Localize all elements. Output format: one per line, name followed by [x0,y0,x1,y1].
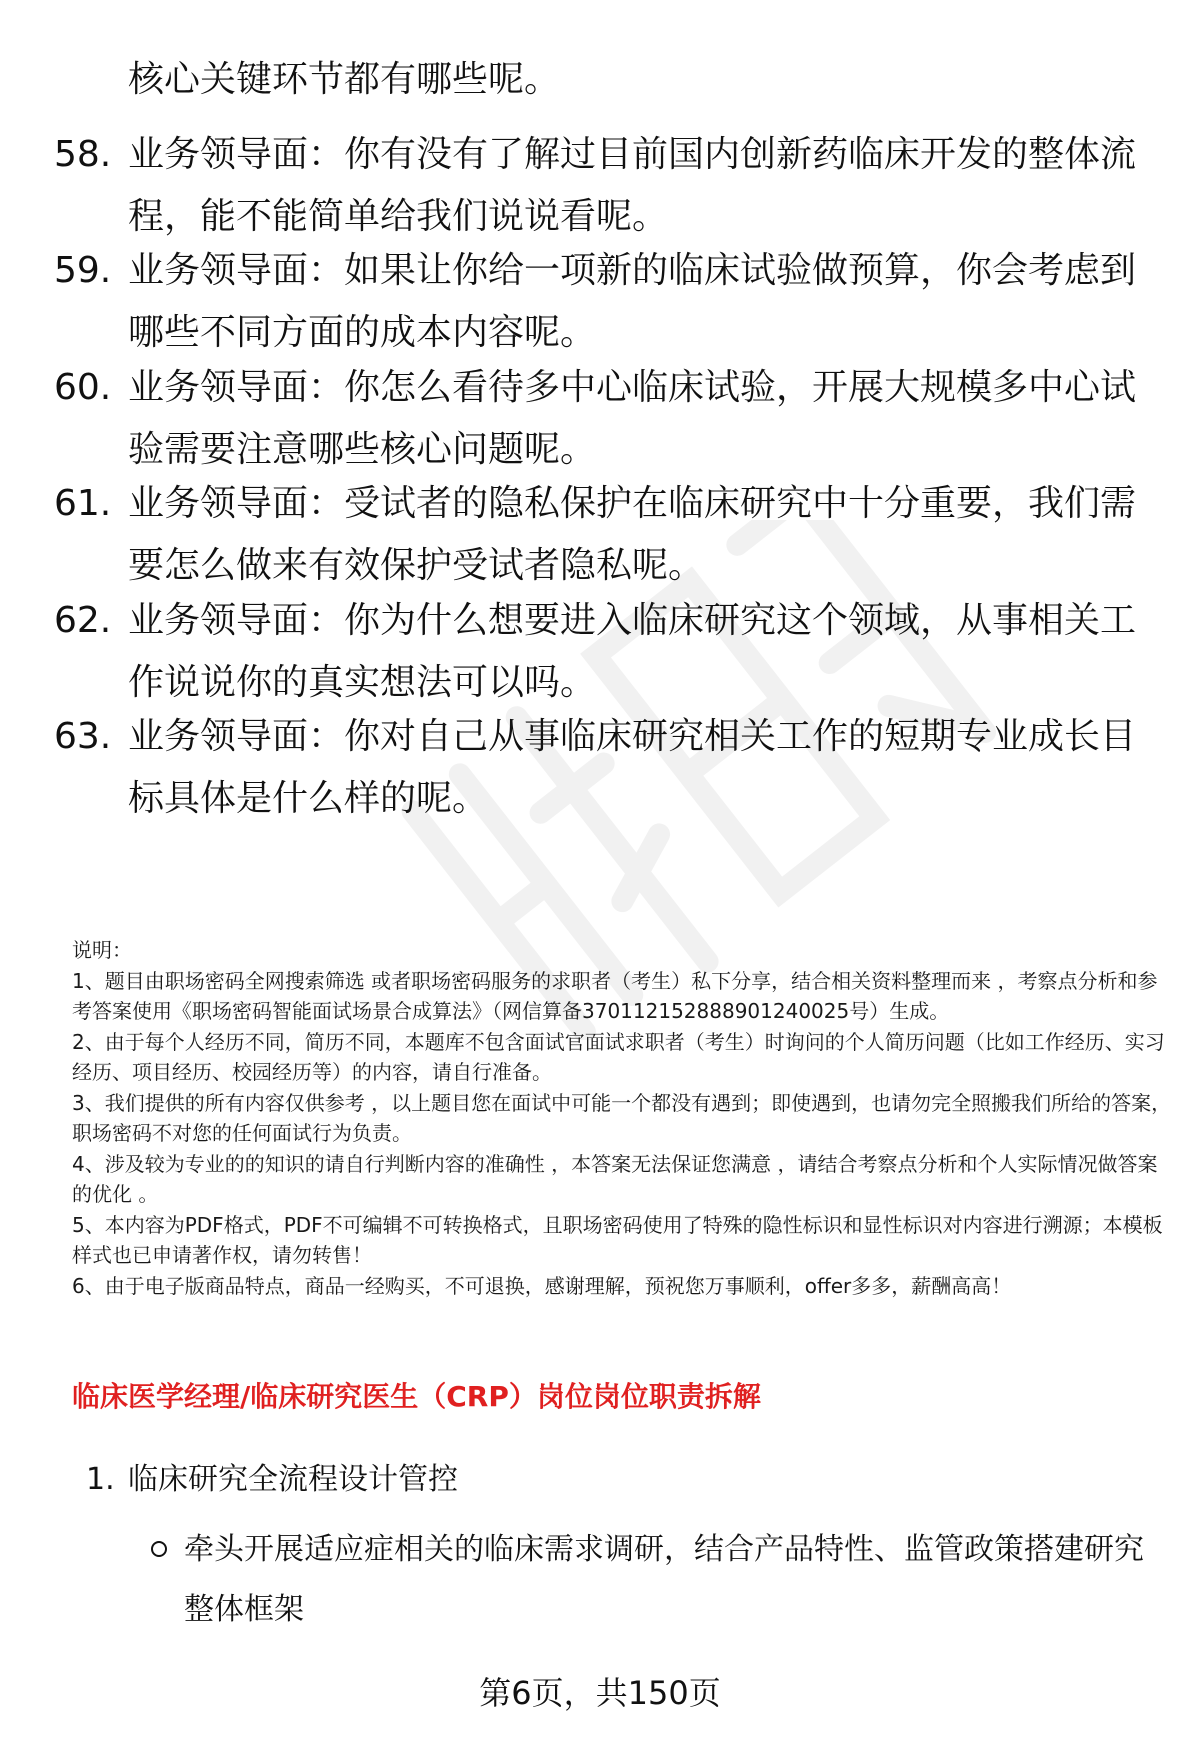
question-text: 业务领导面：你为什么想要进入临床研究这个领域，从事相关工作说说你的真实想法可以吗。 [128,600,1137,703]
note-item: 1、题目由职场密码全网搜索筛选 或者职场密码服务的求职者（考生）私下分享，结合相关资料整理而来 ，考察点分析和参考答案使用《职场密码智能面试场景合成算法》（网信算备37011215288890124002​5号）生成。 [72,968,1158,1023]
duty-number: 1. [86,1462,115,1497]
question-text: 业务领导面：你对自己从事临床研究相关工作的短期专业成长目标具体是什么样的呢。 [128,716,1137,819]
question-number: 59. [54,250,112,291]
question-number: 62. [54,600,112,641]
notes-heading: 说明： [72,938,132,962]
note-item: 4、涉及较为专业的的知识的请自行判断内容的准确性 ，本答案无法保证您满意 ，请结合考察点分析和个人实际情况做答案的优化 。 [72,1151,1158,1206]
hollow-circle-bullet-icon [148,1538,170,1560]
note-item: 3、我们提供的所有内容仅供参考 ，以上题目您在面试中可能一个都没有遇到；即使遇到，也请勿完全照搬我们所给的答案，职场密码不对您的任何面试行为负责。 [72,1090,1172,1145]
question-text: 业务领导面：你有没有了解过目前国内创新药临床开发的整体流程，能不能简单给我们说说看呢。 [128,134,1137,237]
section-title: 临床医学经理/临床研究医生（CRP）岗位岗位职责拆解 [72,1380,761,1413]
note-item: 2、由于每个人经历不同，简历不同，本题库不包含面试官面试求职者（考生）时询问的个人简历问题（比如工作经历、实习经历、项目经历、校园经历等）的内容，请自行准备。 [72,1029,1165,1084]
note-item: 5、本内容为PDF格式，PDF不可编辑不可转换格式，且职场密码使用了特殊的隐性标识和显性标识对内容进行溯源；本模板样式也已申请著作权，请勿转售！ [72,1212,1163,1267]
page-number: 第6页，共150页 [479,1674,721,1712]
duty-detail-text: 牵头开展适应症相关的临床需求调研，结合产品特性、监管政策搭建研究整体框架 [184,1532,1144,1627]
question-text: 业务领导面：受试者的隐私保护在临床研究中十分重要，我们需要怎么做来有效保护受试者隐私呢。 [128,483,1137,586]
question-number: 63. [54,716,112,757]
question-text: 业务领导面：你怎么看待多中心临床试验，开展大规模多中心试验需要注意哪些核心问题呢。 [128,367,1137,470]
question-continuation: 核心关键环节都有哪些呢。 [128,59,561,100]
question-text: 业务领导面：如果让你给一项新的临床试验做预算，你会考虑到哪些不同方面的成本内容呢。 [128,250,1137,353]
duty-title: 临床研究全流程设计管控 [128,1462,458,1497]
note-item: 6、由于电子版商品特点，商品一经购买，不可退换，感谢理解，预祝您万事顺利，offer多多，薪酬高高！ [72,1273,1012,1298]
question-number: 60. [54,367,112,408]
question-number: 58. [54,134,112,175]
question-number: 61. [54,483,112,524]
notes-block [72,935,1172,1301]
duty-list-item [86,1458,458,1502]
